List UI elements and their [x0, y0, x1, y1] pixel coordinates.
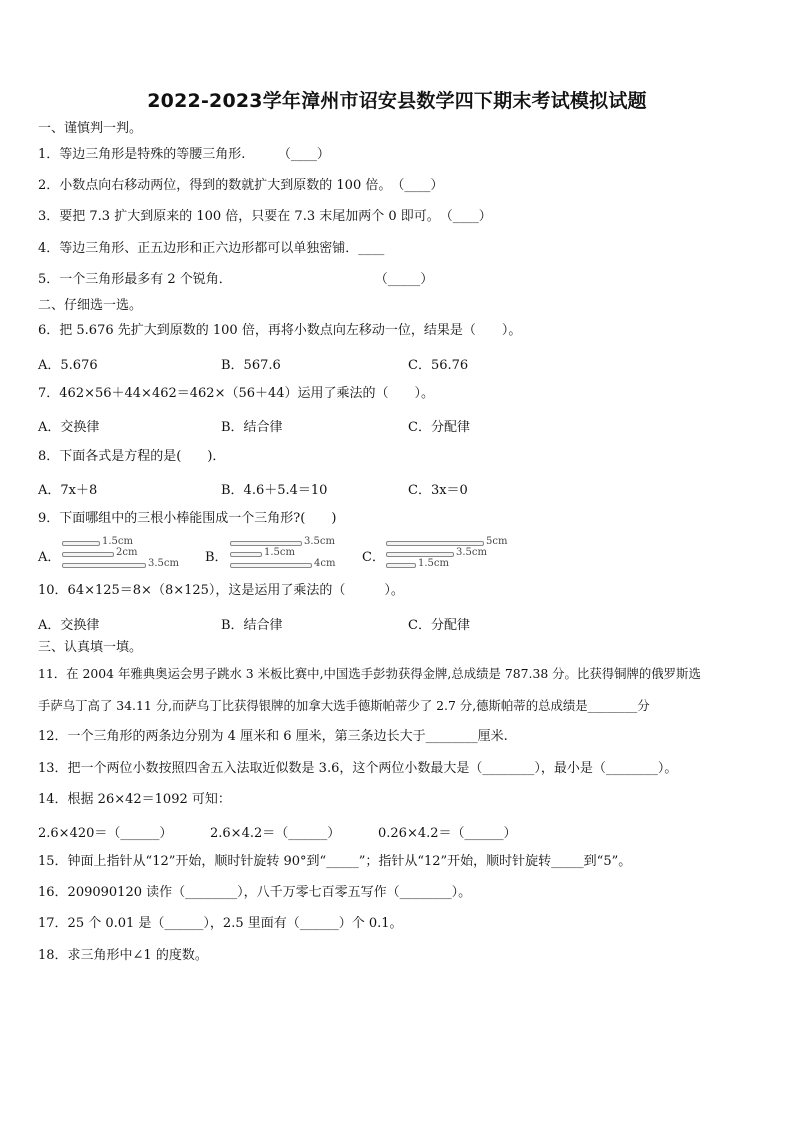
section-heading-choose: 二、仔细选一选。 [38, 298, 143, 313]
sticks-figure-b [230, 538, 360, 572]
section-heading-fill: 三、认真填一填。 [38, 640, 143, 655]
stick [62, 563, 146, 568]
question-8: 8．下面各式是方程的是( )． [38, 449, 226, 464]
option-a: A．交换律 [38, 618, 100, 633]
question-12: 12．一个三角形的两条边分别为 4 厘米和 6 厘米，第三条边长大于________厘米. [38, 729, 508, 744]
question-17: 17．25 个 0.01 是（______），2.5 里面有（______）个 0.1。 [38, 916, 403, 931]
stick-label: 3.5cm [148, 558, 179, 569]
question-14-parts [38, 822, 758, 840]
option-a: A．5.676 [38, 358, 98, 373]
option-b: B．结合律 [221, 420, 283, 435]
question-10: 10．64×125＝8×（8×125），这是运用了乘法的（ ）。 [38, 583, 404, 598]
option-c: C．3x＝0 [408, 483, 468, 498]
stick-label: 5cm [486, 536, 508, 547]
question-10-options [38, 614, 758, 632]
stick [230, 552, 262, 557]
question-14-part-2: 2.6×4.2＝（______） [210, 826, 341, 841]
stick-label: 4cm [314, 558, 336, 569]
question-7-options [38, 416, 758, 434]
option-a: A．交换律 [38, 420, 100, 435]
stick [230, 563, 312, 568]
stick [386, 563, 416, 568]
question-14: 14．根据 26×42＝1092 可知： [38, 792, 231, 807]
sticks-figure-a [62, 538, 192, 572]
stick [62, 541, 100, 546]
question-15: 15．钟面上指针从“12”开始，顺时针旋转 90°到“_____”；指针从“12”开始，顺时针旋转_____到“5”。 [38, 854, 632, 869]
option-c: C．56.76 [408, 358, 469, 373]
question-18: 18．求三角形中∠1 的度数。 [38, 948, 208, 963]
stick-label: 3.5cm [304, 536, 335, 547]
question-9: 9．下面哪组中的三根小棒能围成一个三角形?( ) [38, 511, 337, 526]
question-8-options [38, 479, 758, 497]
section-heading-judge: 一、谨慎判一判。 [38, 121, 143, 136]
option-b: B．567.6 [221, 358, 281, 373]
option-b: B．结合律 [221, 618, 283, 633]
question-13: 13．把一个两位小数按照四舍五入法取近似数是 3.6，这个两位小数最大是（________），最小是（________）。 [38, 761, 678, 776]
stick [230, 541, 302, 546]
stick [62, 552, 114, 557]
page-title: 2022-2023学年漳州市诏安县数学四下期末考试模拟试题 [147, 90, 647, 112]
stick-label: 1.5cm [418, 558, 449, 569]
question-6-options [38, 354, 758, 372]
stick-label: 3.5cm [456, 547, 487, 558]
question-6: 6．把 5.676 先扩大到原数的 100 倍，再将小数点向左移动一位，结果是（ ）。 [38, 323, 522, 338]
question-16: 16．209090120 读作（________），八千万零七百零五写作（________）。 [38, 885, 472, 900]
stick-label: 1.5cm [102, 536, 133, 547]
option-b: B．4.6＋5.4＝10 [221, 483, 328, 498]
question-11-line-2: 手萨乌丁高了 34.11 分,而萨乌丁比获得银牌的加拿大选手德斯帕蒂少了 2.7 分,德斯帕蒂的总成绩是________分 [38, 698, 650, 713]
question-11-line-1: 11．在 2004 年雅典奥运会男子跳水 3 米板比赛中,中国选手彭勃获得金牌,总成绩是 787.38 分。比获得铜牌的俄罗斯选 [38, 666, 701, 681]
question-3: 3．要把 7.3 扩大到原来的 100 倍，只要在 7.3 末尾加两个 0 即可。 （____） [38, 209, 492, 224]
question-7: 7．462×56＋44×462＝462×（56＋44）运用了乘法的（ ）。 [38, 386, 435, 401]
option-b: B． [205, 550, 228, 565]
option-c: C． [362, 550, 385, 565]
question-2: 2．小数点向右移动两位，得到的数就扩大到原数的 100 倍。 （____） [38, 178, 444, 193]
stick-label: 1.5cm [264, 547, 295, 558]
option-c: C．分配律 [408, 420, 470, 435]
sticks-figure-c [386, 538, 526, 572]
question-5: 5．一个三角形最多有 2 个锐角． （_____） [38, 272, 434, 287]
question-14-part-3: 0.26×4.2＝（______） [378, 826, 517, 841]
option-c: C．分配律 [408, 618, 470, 633]
question-14-part-1: 2.6×420＝（______） [38, 826, 173, 841]
stick-label: 2cm [116, 547, 138, 558]
stick [386, 552, 454, 557]
stick [386, 541, 484, 546]
question-4: 4．等边三角形、正五边形和正六边形都可以单独密铺．____ [38, 241, 385, 256]
option-a: A．7x＋8 [38, 483, 98, 498]
question-1: 1．等边三角形是特殊的等腰三角形. （____） [38, 147, 330, 162]
option-a: A． [38, 550, 61, 565]
